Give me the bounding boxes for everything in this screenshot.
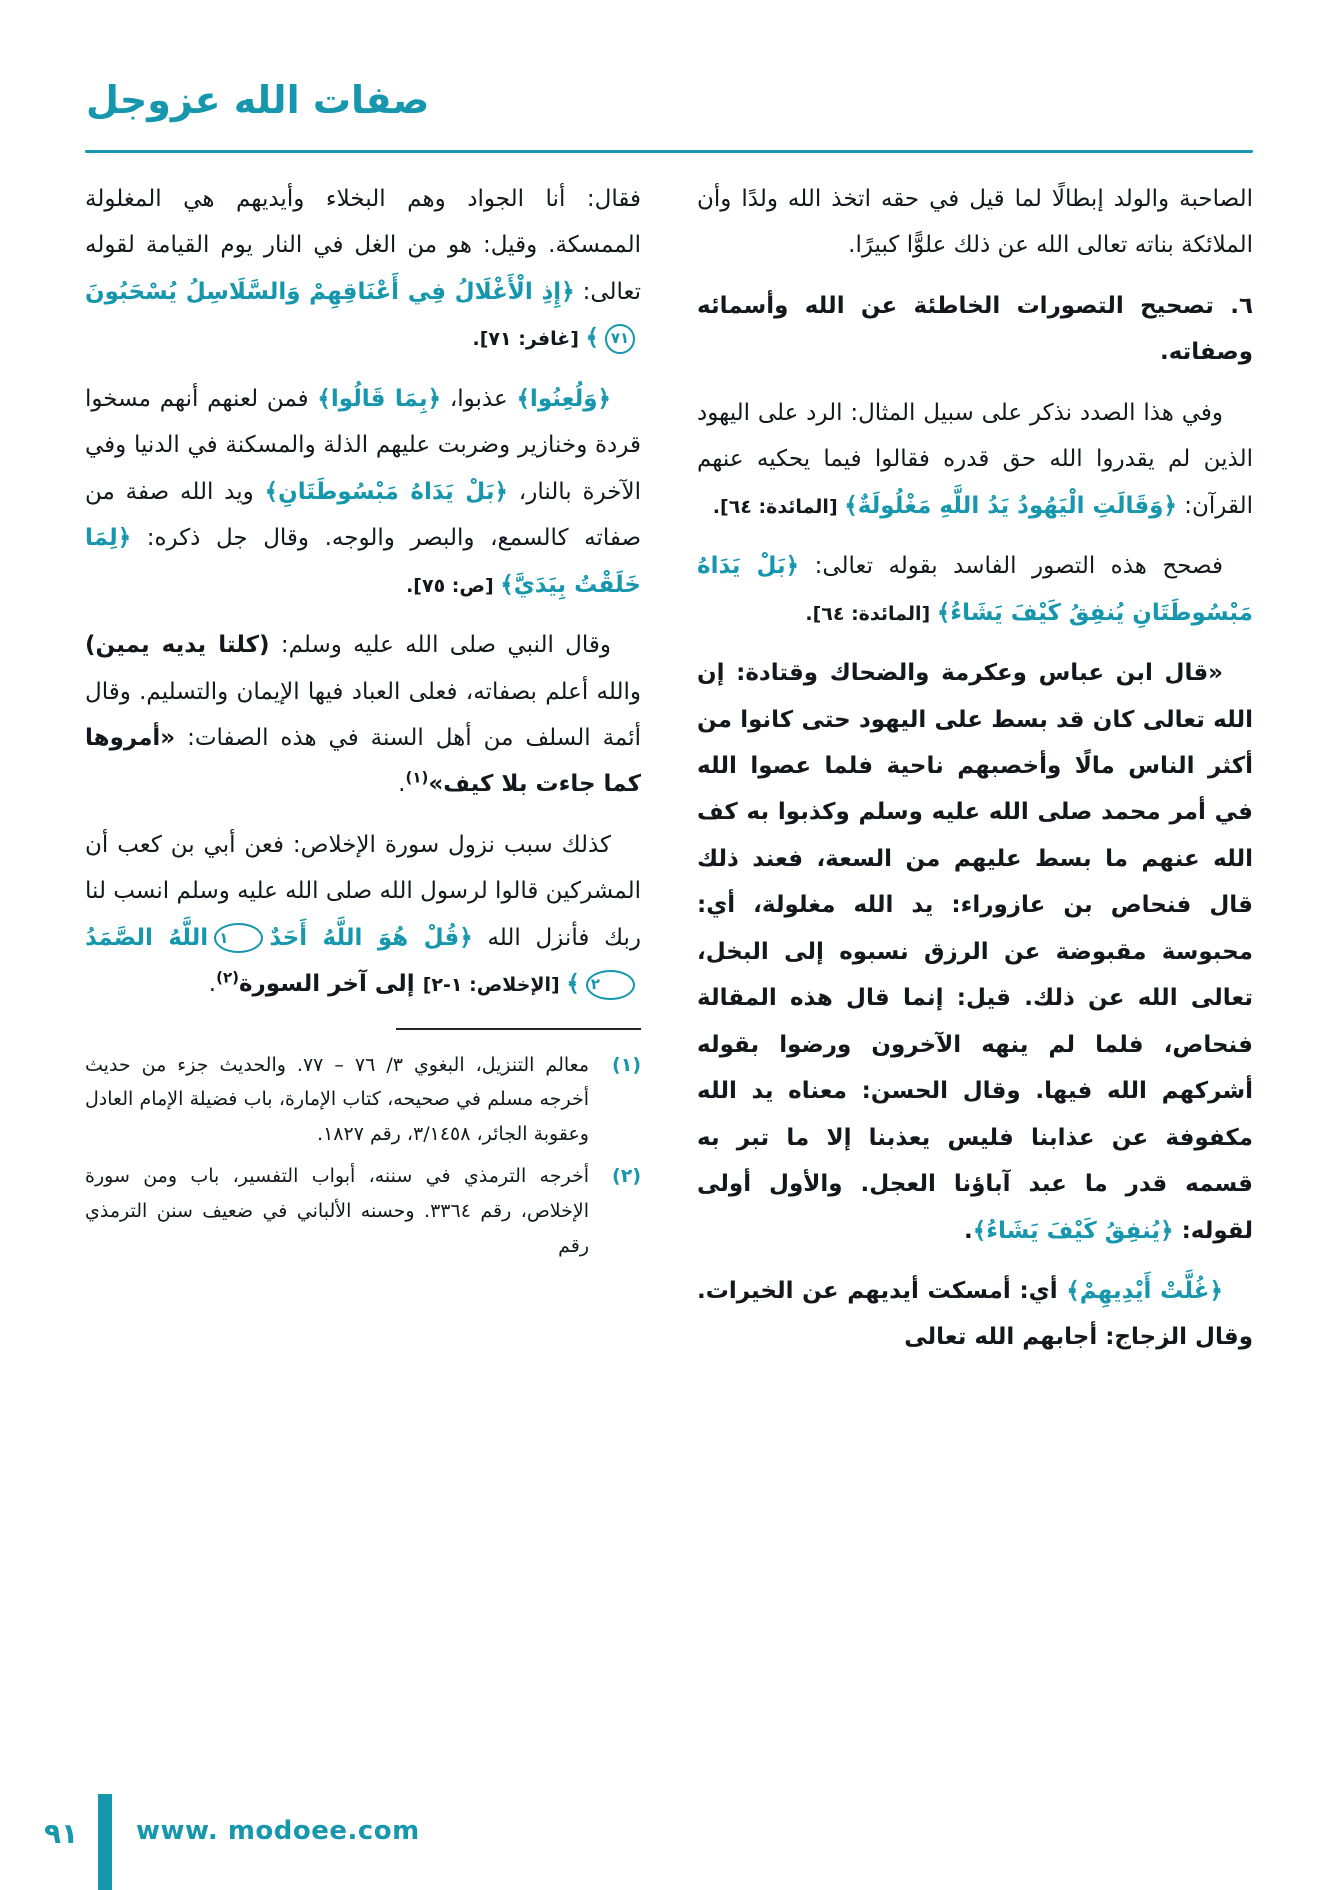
body-text: فصحح هذه التصور الفاسد بقوله تعالى: — [799, 553, 1223, 580]
body-text: ويد الله صفة من صفاته كالسمع، والبصر والوجه. وقال جل ذكره: — [85, 478, 641, 552]
paragraph — [85, 622, 641, 808]
paragraph — [85, 822, 641, 1008]
body-text: والله أعلم بصفاته، فعلى العباد فيها الإيمان والتسليم. وقال أئمة السلف من أهل السنة في هذه الصفات: — [85, 678, 641, 751]
verse-reference: [ص: ٧٥]. — [406, 574, 501, 597]
verse-reference: [المائدة: ٦٤]. — [805, 602, 937, 625]
quran-verse: ﴿وَقَالَتِ الْيَهُودُ يَدُ اللَّهِ مَغْلُولَةٌ﴾ — [844, 492, 1177, 519]
page-content — [85, 176, 1253, 1770]
footer-accent-bar — [98, 1794, 112, 1890]
verse-reference: [المائدة: ٦٤]. — [712, 495, 845, 518]
emphasized-text: إلى آخر السورة — [238, 971, 423, 998]
quran-verse: ﴿بَلْ يَدَاهُ مَبْسُوطَتَانِ﴾ — [264, 478, 508, 505]
body-text: وفي هذا الصدد نذكر على سبيل المثال: الرد على اليهود الذين لم يقدروا الله حق قدره فقالوا فيما يحكيه عنهم القرآن: — [697, 399, 1253, 519]
paragraph — [697, 543, 1253, 636]
footnote-text: أخرجه الترمذي في سننه، أبواب التفسير، باب ومن سورة الإخلاص، رقم ٣٣٦٤. وحسنه الألباني في ضعيف سنن الترمذي رقم — [85, 1165, 589, 1257]
quran-verse: ﴿قُلْ هُوَ اللَّهُ أَحَدٌ — [269, 924, 473, 951]
footnote-marker: (١) — [405, 768, 429, 787]
quran-verse: ﴿إِذِ الْأَغْلَالُ فِي أَعْنَاقِهِمْ وَالسَّلَاسِلُ يُسْحَبُونَ — [85, 278, 575, 305]
paragraph — [85, 176, 641, 362]
paragraph — [697, 283, 1253, 376]
paragraph — [697, 1268, 1253, 1361]
body-text: كذلك سبب نزول سورة الإخلاص: فعن أبي بن كعب أن المشركين قالوا لرسول الله صلى الله عليه وسلم انسب لنا ربك فأنزل الله — [85, 831, 641, 951]
quran-verse: ﴿بِمَا قَالُوا﴾ — [317, 385, 442, 412]
paragraph — [697, 390, 1253, 529]
quran-verse: ﴿لِمَا خَلَقْتُ بِيَدَيَّ﴾ — [85, 525, 641, 598]
quran-verse: ﴾ — [585, 325, 599, 352]
column-right — [697, 176, 1253, 1770]
quran-verse: ﴿بَلْ يَدَاهُ مَبْسُوطَتَانِ يُنفِقُ كَيْفَ يَشَاءُ﴾ — [697, 553, 1253, 626]
emphasized-text: «قال ابن عباس وعكرمة والضحاك وقتادة: إن الله تعالى كان قد بسط على اليهود حتى كانوا من أكثر الناس مالًا وأخصبهم ناحية فلما عصوا الله في أمر محمد صلى الله عليه وسلم وكذبوا به كف الله عنهم ما بسط عليهم من السعة، فعند ذلك قال فنحاص بن عازوراء: يد الله مغلولة، أي: محبوسة مقبوضة عن الرزق نسبوه إلى البخل، تعالى الله عن ذلك. قيل: إنما قال هذه المقالة فنحاص، فلما لم ينهه الآخرون ورضوا بقوله أشركهم الله فيها. وقال الحسن: معناه يد الله مكفوفة عن عذابنا فليس يعذبنا إلا ما تبر به قسمه قدر ما عبد آباؤنا العجل. والأول أولى لقوله: — [697, 660, 1253, 1244]
emphasized-text: أي: أمسكت أيديهم عن الخيرات. وقال الزجاج: أجابهم الله تعالى — [697, 1277, 1253, 1351]
ayah-number-badge: ٢ — [586, 970, 635, 1000]
emphasized-text: . — [963, 1217, 973, 1244]
footnote-item — [85, 1159, 641, 1263]
body-text: فقال: أنا الجواد وهم البخلاء وأيديهم هي المغلولة الممسكة. وقيل: هو من الغل في النار يوم القيامة لقوله تعالى: — [85, 186, 641, 305]
header-divider-line — [85, 150, 1253, 153]
footnote-item — [85, 1048, 641, 1152]
body-text: عذبوا، — [441, 385, 517, 412]
body-text: . — [208, 971, 217, 998]
footnote-marker: (٢) — [216, 968, 239, 987]
body-text: الصاحبة والولد إبطالًا لما قيل في حقه اتخذ الله ولدًا وأن الملائكة بناته تعالى الله عن ذلك علوًّا كبيرًا. — [697, 186, 1253, 259]
body-text: وقال النبي صلى الله عليه وسلم: — [269, 632, 611, 659]
ayah-number-badge: ٧١ — [605, 324, 635, 354]
column-left-body — [85, 176, 641, 1008]
header-title-calligraphy: صفات الله عزوجل — [86, 78, 430, 122]
paragraph — [697, 650, 1253, 1254]
paragraph — [697, 176, 1253, 269]
website-url: www. modoee.com — [136, 1816, 420, 1846]
emphasized-text: (كلتا يديه يمين) — [85, 632, 270, 659]
page-number: ٩١ — [44, 1817, 79, 1850]
body-text: فمن لعنهم أنهم مسخوا قردة وخنازير وضربت عليهم الذلة والمسكنة في الدنيا وفي الآخرة بالنار، — [85, 385, 641, 505]
quran-verse: ﴿يُنفِقُ كَيْفَ يَشَاءُ﴾ — [972, 1217, 1174, 1244]
emphasized-text: ٦. تصحيح التصورات الخاطئة عن الله وأسمائه وصفاته. — [697, 292, 1253, 366]
verse-reference: [الإخلاص: ١-٢] — [422, 974, 567, 997]
footnotes-section — [85, 1048, 641, 1263]
emphasized-text: «أمروها كما جاءت بلا كيف» — [85, 724, 641, 798]
footnote-number: (٢) — [612, 1165, 641, 1188]
quran-verse: اللَّهُ الصَّمَدُ — [85, 924, 209, 951]
footnote-text: معالم التنزيل، البغوي ٣/ ٧٦ – ٧٧. والحديث جزء من حديث أخرجه مسلم في صحيحه، كتاب الإمارة، باب فضيلة الإمام العادل وعقوبة الجائر، ٣/١٤٥٨، رقم ١٨٢٧. — [85, 1053, 589, 1145]
footnote-separator — [396, 1028, 641, 1030]
body-text: . — [398, 771, 406, 798]
quran-verse: ﴾ — [566, 971, 580, 998]
paragraph — [85, 376, 641, 608]
footnote-number: (١) — [612, 1053, 641, 1076]
column-left — [85, 176, 641, 1770]
verse-reference: [غافر: ٧١]. — [472, 328, 586, 351]
ayah-number-badge: ١ — [214, 923, 263, 953]
quran-verse: ﴿وَلُعِنُوا﴾ — [516, 385, 612, 412]
quran-verse: ﴿غُلَّتْ أَيْدِيهِمْ﴾ — [1066, 1277, 1223, 1304]
